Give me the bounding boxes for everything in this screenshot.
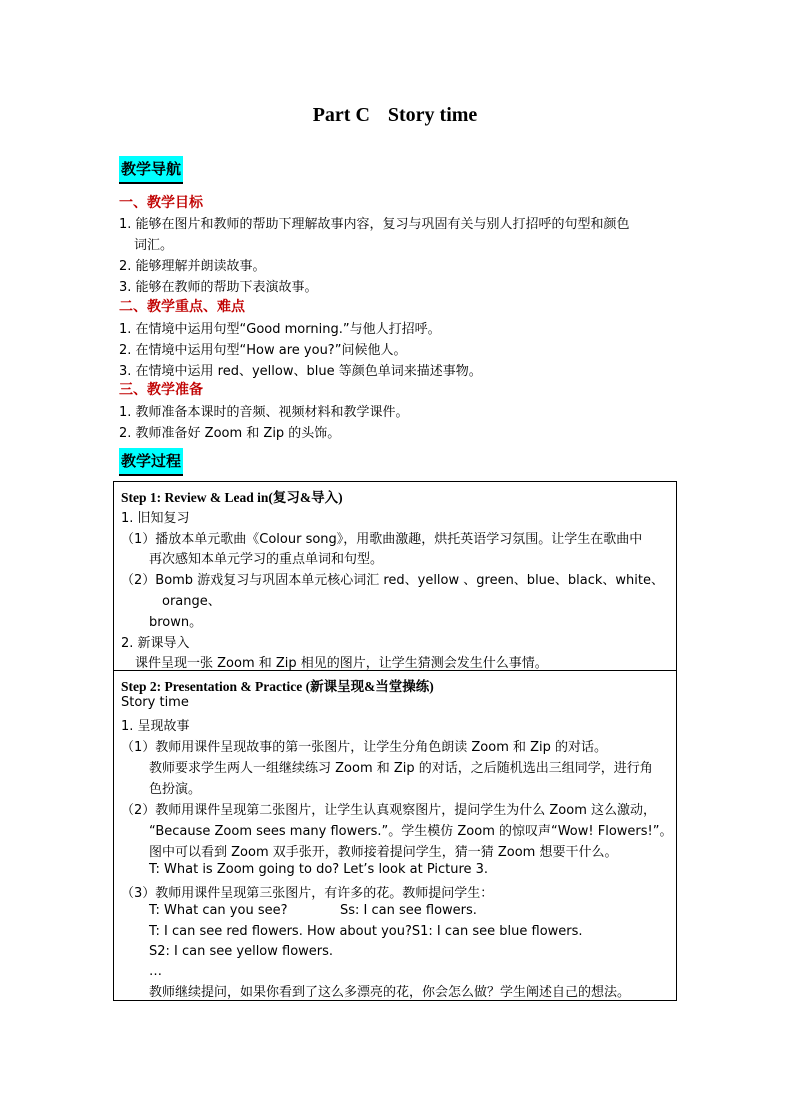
prep-heading: 三、教学准备 xyxy=(119,382,203,398)
step2-line: Ss: I can see flowers. xyxy=(340,903,477,918)
step1-line: brown。 xyxy=(149,615,203,630)
objective-item: 1. 能够在图片和教师的帮助下理解故事内容，复习与巩固有关与别人打招呼的句型和颜色 xyxy=(119,217,630,232)
process-table xyxy=(113,481,677,1001)
step1-line: （2）Bomb 游戏复习与巩固本单元核心词汇 red、yellow 、green、blue、black、white、 xyxy=(121,573,664,588)
step2-line: T: What can you see? xyxy=(149,903,288,918)
step2-line: 色扮演。 xyxy=(149,782,202,797)
step2-line: （3）教师用课件呈现第三张图片，有许多的花。教师提问学生： xyxy=(121,886,494,901)
page-title xyxy=(0,104,790,127)
nav-tag: 教学导航 xyxy=(119,156,183,184)
title-part: Part C xyxy=(312,104,370,126)
prep-item: 1. 教师准备本课时的音频、视频材料和教学课件。 xyxy=(119,405,409,420)
objective-item: 2. 能够理解并朗读故事。 xyxy=(119,259,266,274)
step2-line: S2: I can see yellow flowers. xyxy=(149,944,334,959)
step2-line: 教师要求学生两人一组继续练习 Zoom 和 Zip 的对话，之后随机选出三组同学，进行角 xyxy=(149,761,653,776)
prep-item: 2. 教师准备好 Zoom 和 Zip 的头饰。 xyxy=(119,426,341,441)
objectives-heading: 一、教学目标 xyxy=(119,195,203,211)
step1-line: 课件呈现一张 Zoom 和 Zip 相见的图片，让学生猜测会发生什么事情。 xyxy=(135,656,548,671)
focus-item: 3. 在情境中运用 red、yellow、blue 等颜色单词来描述事物。 xyxy=(119,364,482,379)
step1-line: orange、 xyxy=(162,594,221,609)
step2-line: （1）教师用课件呈现故事的第一张图片，让学生分角色朗读 Zoom 和 Zip 的对话。 xyxy=(121,740,608,755)
process-tag: 教学过程 xyxy=(119,448,183,476)
step2-line: 教师继续提问，如果你看到了这么多漂亮的花，你会怎么做？学生阐述自己的想法。 xyxy=(149,985,631,1000)
focus-heading: 二、教学重点、难点 xyxy=(119,299,245,315)
step2-line: 1. 呈现故事 xyxy=(121,719,190,734)
step1-line: （1）播放本单元歌曲《Colour song》，用歌曲激趣，烘托英语学习氛围。让学生在歌曲中 xyxy=(121,532,643,547)
objective-item: 3. 能够在教师的帮助下表演故事。 xyxy=(119,280,318,295)
step1-line: 2. 新课导入 xyxy=(121,636,190,651)
step2-line: “Because Zoom sees many flowers.”。学生模仿 Zoom 的惊叹声“Wow! Flowers!”。 xyxy=(149,824,673,839)
step2-heading: Step 2: Presentation & Practice (新课呈现&当堂操练) xyxy=(121,679,434,694)
step2-line: T: What is Zoom going to do? Let’s look at Picture 3. xyxy=(149,862,489,877)
title-name: Story time xyxy=(387,104,478,126)
objective-item: 词汇。 xyxy=(134,238,174,253)
focus-item: 1. 在情境中运用句型“Good morning.”与他人打招呼。 xyxy=(119,322,441,337)
step2-line: Story time xyxy=(121,695,189,710)
step2-line: （2）教师用课件呈现第二张图片，让学生认真观察图片，提问学生为什么 Zoom 这么激动， xyxy=(121,803,657,818)
step1-line: 再次感知本单元学习的重点单词和句型。 xyxy=(149,552,384,567)
step1-heading: Step 1: Review & Lead in(复习&导入) xyxy=(121,490,343,505)
step2-line: … xyxy=(149,964,162,979)
step2-line: 图中可以看到 Zoom 双手张开，教师接着提问学生，猜一猜 Zoom 想要干什么。 xyxy=(149,845,618,860)
step2-line: T: I can see red flowers. How about you?S1: I can see blue flowers. xyxy=(149,924,583,939)
focus-item: 2. 在情境中运用句型“How are you?”问候他人。 xyxy=(119,343,407,358)
row-divider xyxy=(114,670,676,671)
step1-line: 1. 旧知复习 xyxy=(121,511,190,526)
